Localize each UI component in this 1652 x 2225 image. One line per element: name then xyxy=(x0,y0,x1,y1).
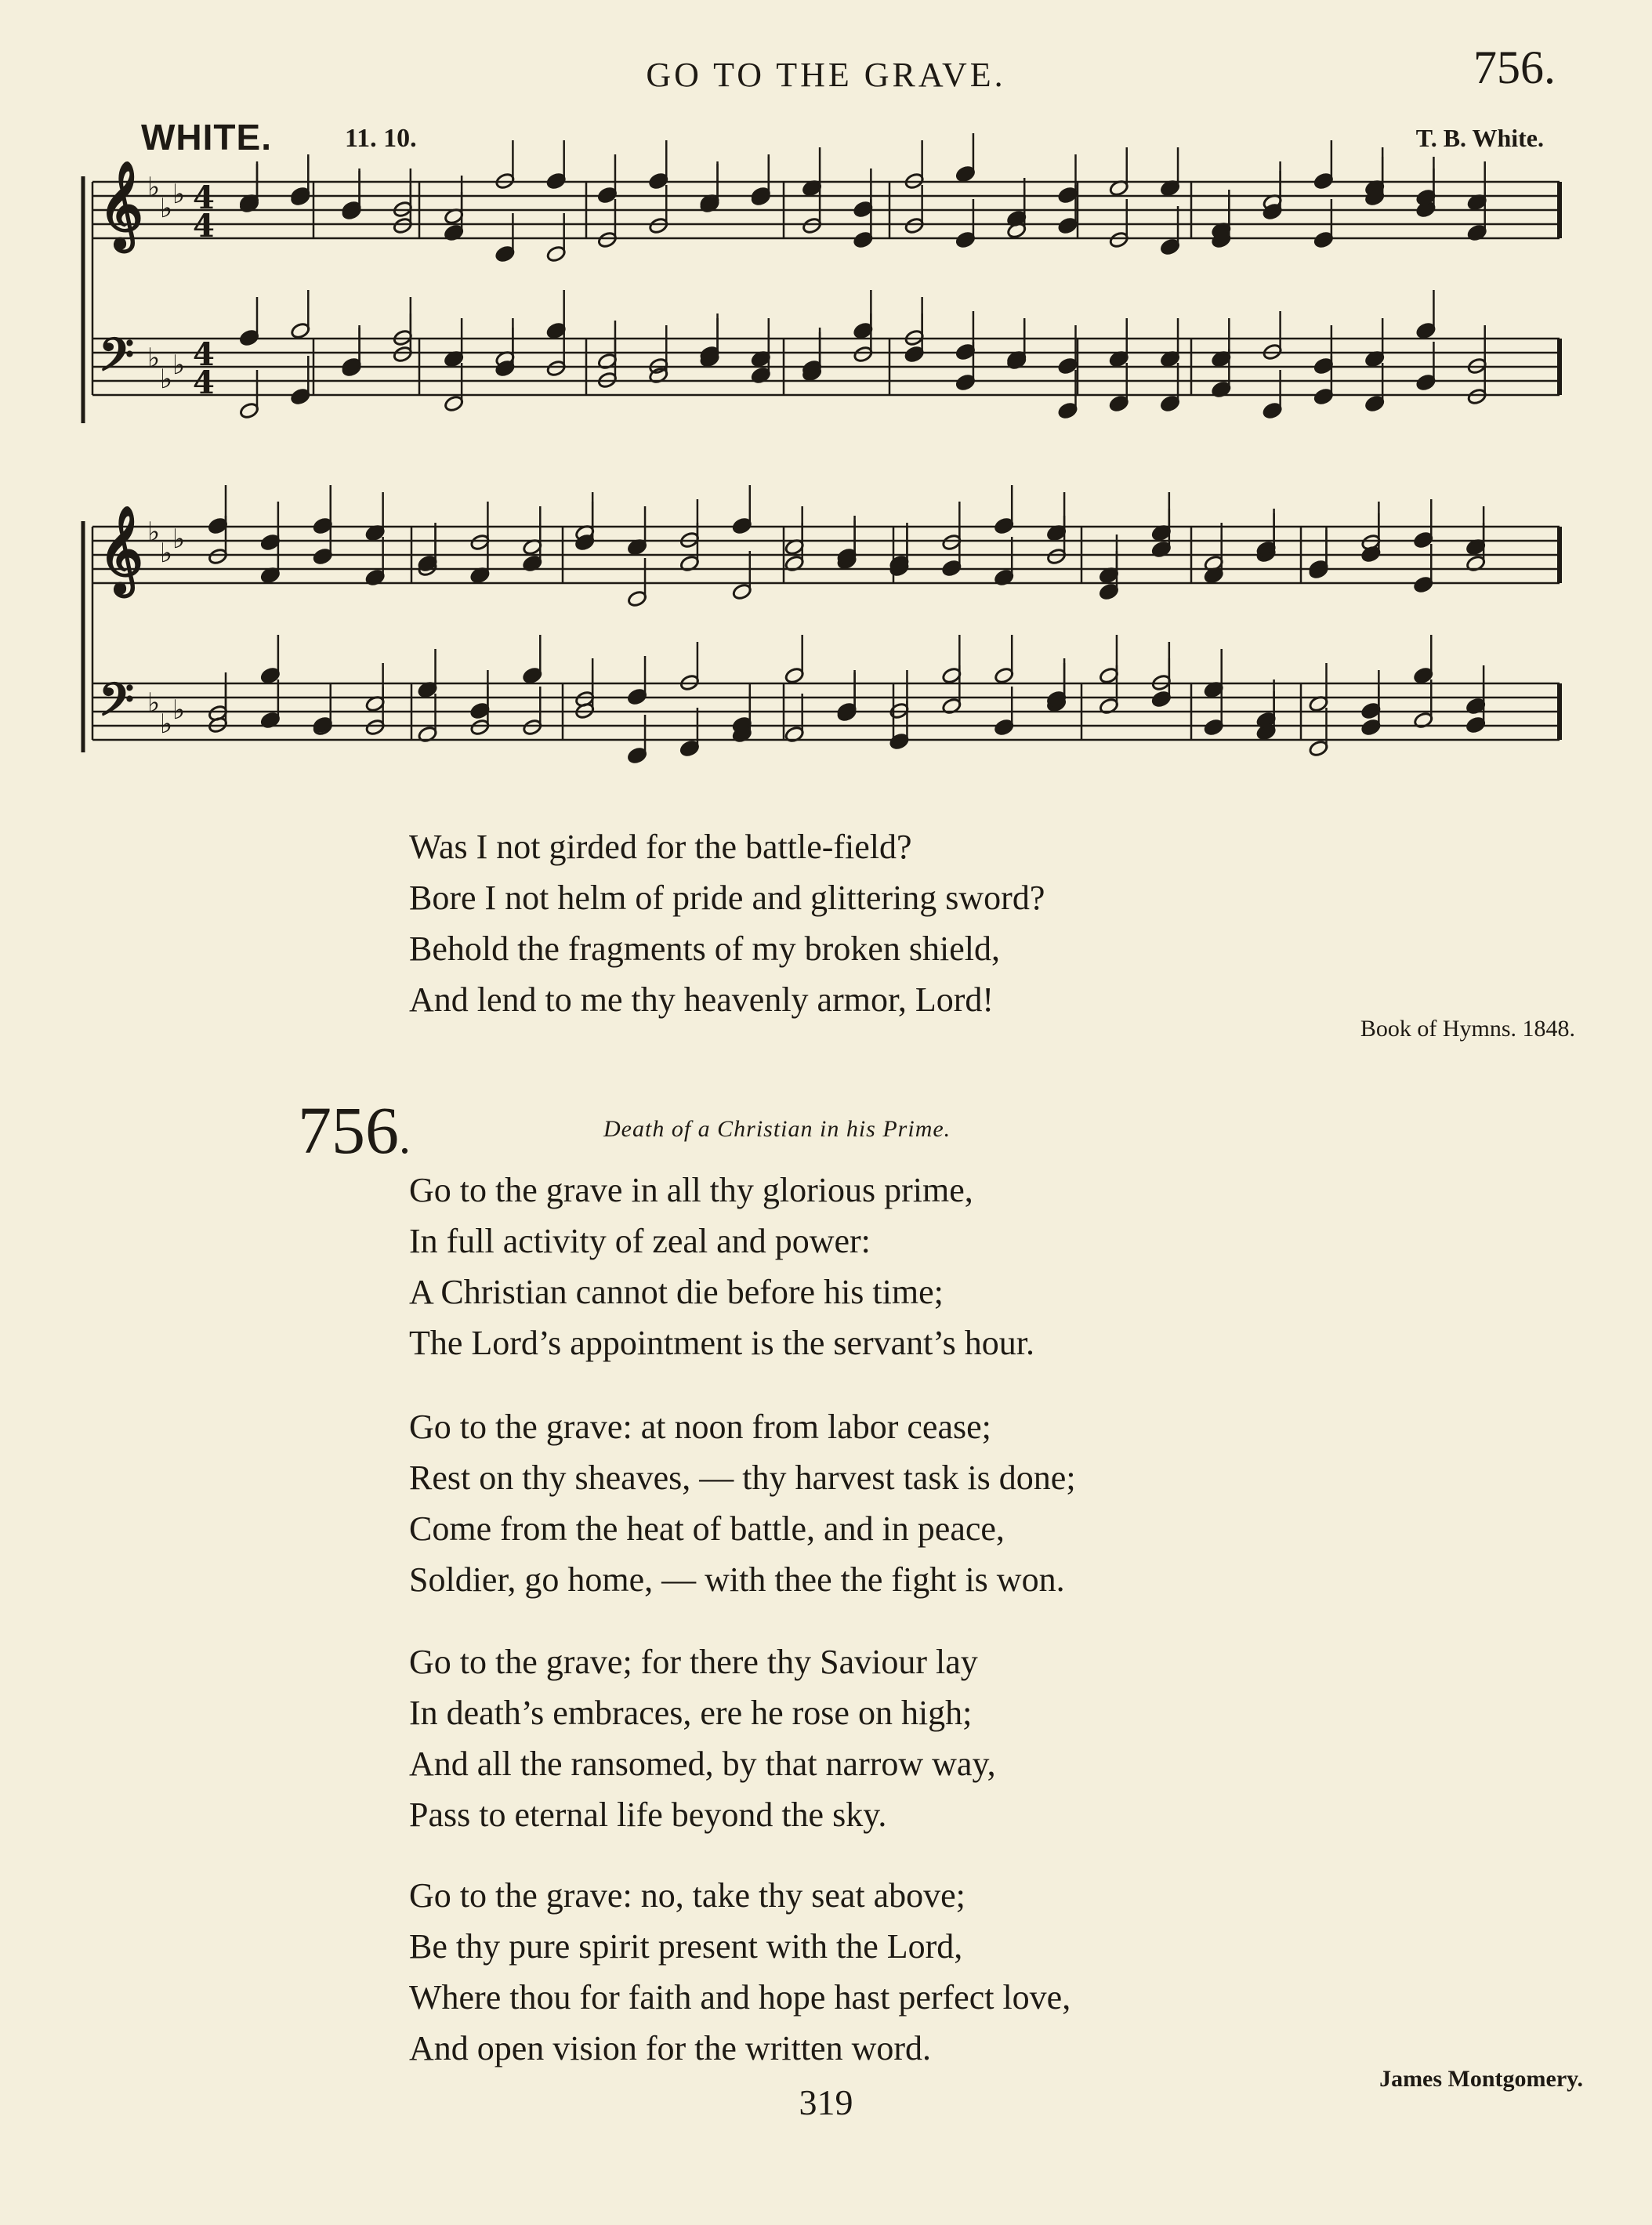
previous-stanza xyxy=(409,821,1045,1025)
flat-sign: ♭ xyxy=(160,538,173,569)
tune-composer: T. B. White. xyxy=(1415,124,1544,152)
time-signature-top: 4 xyxy=(193,336,215,373)
bass-clef: 𝄢 xyxy=(99,328,135,393)
flat-sign: ♭ xyxy=(172,179,186,210)
flat-sign: ♭ xyxy=(147,172,161,203)
bass-clef: 𝄢 xyxy=(99,672,135,737)
hymn-number-dot: . xyxy=(399,1111,411,1163)
stanza-line: The Lord’s appointment is the servant’s hour. xyxy=(409,1324,1034,1362)
treble-clef: 𝄞 xyxy=(99,160,143,248)
flat-sign: ♭ xyxy=(147,687,161,719)
running-title: GO TO THE GRAVE. xyxy=(646,56,1006,94)
time-signature-bottom: 4 xyxy=(193,208,215,245)
stanza-line: Go to the grave: no, take thy seat above; xyxy=(409,1876,965,1915)
page-number: 319 xyxy=(799,2082,853,2122)
flat-sign: ♭ xyxy=(172,350,186,381)
time-signature-top: 4 xyxy=(193,179,215,216)
stanza-line: Go to the grave; for there thy Saviour lay xyxy=(409,1643,978,1681)
stanza-line: Soldier, go home, — with thee the fight is won. xyxy=(409,1560,1065,1599)
stanza-line: Come from the heat of battle, and in peace, xyxy=(409,1509,1005,1548)
hymn-author: James Montgomery. xyxy=(1379,2066,1583,2092)
flat-sign: ♭ xyxy=(172,524,186,555)
stanza-line: Rest on thy sheaves, — thy harvest task is done; xyxy=(409,1459,1076,1497)
hymn-number-value: 756 xyxy=(298,1093,399,1168)
stanza-line: Where thou for faith and hope hast perfect love, xyxy=(409,1978,1071,2017)
flat-sign: ♭ xyxy=(147,516,161,548)
hymn-subtitle: Death of a Christian in his Prime. xyxy=(603,1116,951,1142)
stanza-line: In full activity of zeal and power: xyxy=(409,1222,871,1260)
stanza-line: Was I not girded for the battle-field? xyxy=(409,828,912,866)
stanza-line: Go to the grave: at noon from labor cease; xyxy=(409,1408,991,1446)
time-signature-bottom: 4 xyxy=(193,364,215,401)
stanza-line: Go to the grave in all thy glorious prime, xyxy=(409,1171,973,1209)
hymn-number xyxy=(298,1091,411,1169)
stanza-line: Pass to eternal life beyond the sky. xyxy=(409,1796,887,1834)
tune-name: WHITE. xyxy=(141,117,272,158)
tune-meter: 11. 10. xyxy=(345,124,417,153)
previous-source: Book of Hymns. 1848. xyxy=(1360,1016,1575,1042)
stanza-line: And lend to me thy heavenly armor, Lord! xyxy=(409,980,994,1019)
flat-sign: ♭ xyxy=(160,364,173,395)
music-score xyxy=(0,0,1652,784)
stanza-line: In death’s embraces, ere he rose on high; xyxy=(409,1694,973,1732)
treble-clef: 𝄞 xyxy=(99,505,143,593)
stanza-3 xyxy=(409,1636,996,1840)
stanza-4 xyxy=(409,1870,1071,2074)
stanza-line: And open vision for the written word. xyxy=(409,2029,931,2067)
flat-sign: ♭ xyxy=(172,694,186,726)
flat-sign: ♭ xyxy=(160,708,173,740)
stanza-line: Bore I not helm of pride and glittering sword? xyxy=(409,879,1045,917)
stanza-2 xyxy=(409,1401,1076,1605)
stanza-line: Be thy pure spirit present with the Lord, xyxy=(409,1927,963,1966)
stanza-1 xyxy=(409,1165,1034,1368)
page-hymn-number: 756. xyxy=(1473,42,1556,93)
stanza-line: And all the ransomed, by that narrow way, xyxy=(409,1745,996,1783)
flat-sign: ♭ xyxy=(160,193,173,224)
stanza-line: Behold the fragments of my broken shield, xyxy=(409,929,1000,968)
stanza-line: A Christian cannot die before his time; xyxy=(409,1273,944,1311)
flat-sign: ♭ xyxy=(147,342,161,374)
